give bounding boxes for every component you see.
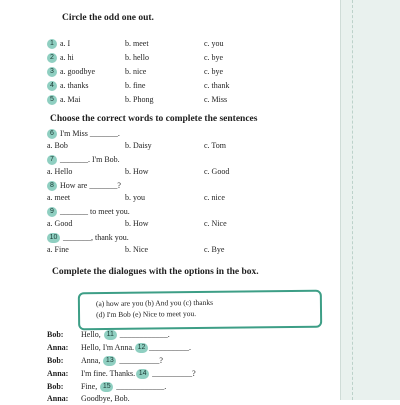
options-line: (a) how are you (b) And you (c) thanks	[95, 297, 214, 309]
speaker-name: Anna:	[47, 369, 69, 378]
odd-one-row	[47, 38, 337, 50]
option-b[interactable]: b. you	[125, 193, 145, 202]
options-line: (d) I'm Bob (e) Nice to meet you.	[95, 309, 197, 320]
option-b[interactable]: b. fine	[125, 81, 146, 90]
option-b[interactable]: b. nice	[125, 67, 147, 76]
question-number-badge: 1	[47, 39, 57, 49]
question-number-badge: 7	[47, 155, 57, 165]
option-a[interactable]: a. Bob	[47, 141, 68, 150]
speaker-name: Bob:	[47, 382, 64, 391]
choice-row	[47, 192, 337, 204]
dialogue-line: Anna: Hello, I'm Anna. 12 __________.	[47, 343, 191, 352]
choice-row	[47, 218, 337, 230]
option-c[interactable]: c. nice	[204, 193, 225, 202]
odd-one-row	[47, 66, 337, 78]
option-b[interactable]: b. Daisy	[125, 141, 152, 150]
option-a[interactable]: a. thanks	[60, 81, 89, 90]
question-number-badge: 2	[47, 53, 57, 63]
option-b[interactable]: b. How	[125, 219, 149, 228]
option-c[interactable]: c. thank	[204, 81, 230, 90]
option-b[interactable]: b. meet	[125, 39, 149, 48]
option-c[interactable]: c. Good	[204, 167, 230, 176]
question-number-badge: 10	[47, 233, 60, 243]
question-number-badge: 3	[47, 67, 57, 77]
dialogue-line: Bob: Anna, 13 __________?	[47, 356, 163, 365]
sentence-prompt: 10 _______, thank you.	[47, 232, 129, 244]
answer-blank[interactable]: ____________.	[117, 330, 170, 339]
answer-blank[interactable]: __________.	[149, 343, 191, 352]
option-b[interactable]: b. How	[125, 167, 149, 176]
section1-title: Circle the odd one out.	[62, 13, 154, 23]
option-a[interactable]: a. Good	[47, 219, 73, 228]
sentence-prompt: 6 I'm Miss _______.	[47, 128, 120, 140]
dialogue-line: Anna: I'm fine. Thanks. 14 __________?	[47, 369, 196, 378]
option-c[interactable]: c. you	[204, 39, 224, 48]
speaker-name: Bob:	[47, 330, 64, 339]
section2-title: Choose the correct words to complete the sentences	[50, 114, 258, 124]
sentence-prompt: 8 How are _______?	[47, 180, 121, 192]
question-number-badge: 13	[103, 356, 116, 366]
question-number-badge: 6	[47, 129, 57, 139]
option-a[interactable]: a. goodbye	[60, 67, 96, 76]
option-c[interactable]: c. bye	[204, 67, 224, 76]
option-c[interactable]: c. Miss	[204, 95, 228, 104]
speaker-name: Anna:	[47, 394, 69, 403]
option-c[interactable]: c. Tom	[204, 141, 226, 150]
sentence-prompt: 9 _______ to meet you.	[47, 206, 130, 218]
question-number-badge: 15	[100, 382, 113, 392]
option-a[interactable]: a. I	[60, 39, 71, 48]
option-b[interactable]: b. Phong	[125, 95, 154, 104]
question-number-badge: 12	[135, 343, 148, 353]
speaker-name: Bob:	[47, 356, 64, 365]
option-a[interactable]: a. hi	[60, 53, 74, 62]
odd-one-row	[47, 80, 337, 92]
question-number-badge: 4	[47, 81, 57, 91]
sentence-prompt: 7 _______. I'm Bob.	[47, 154, 120, 166]
question-number-badge: 11	[104, 330, 117, 340]
option-b[interactable]: b. Nice	[125, 245, 149, 254]
option-a[interactable]: a. Fine	[47, 245, 69, 254]
odd-one-row	[47, 52, 337, 64]
option-a[interactable]: a. Mai	[60, 95, 81, 104]
answer-blank[interactable]: __________?	[117, 356, 163, 365]
question-number-badge: 8	[47, 181, 57, 191]
option-a[interactable]: a. Hello	[47, 167, 73, 176]
section3-title: Complete the dialogues with the options in the box.	[52, 267, 259, 277]
option-a[interactable]: a. meet	[47, 193, 71, 202]
odd-one-row	[47, 94, 337, 106]
dialogue-line: Anna: Goodbye, Bob.	[47, 394, 130, 403]
option-b[interactable]: b. hello	[125, 53, 149, 62]
dialogue-line: Bob: Hello, 11 ____________.	[47, 330, 170, 339]
answer-blank[interactable]: __________?	[150, 369, 196, 378]
answer-blank[interactable]: ____________.	[114, 382, 167, 391]
choice-row	[47, 166, 337, 178]
dialogue-line: Bob: Fine, 15 ____________.	[47, 382, 167, 391]
margin-dashed-line	[352, 0, 353, 400]
option-c[interactable]: c. bye	[204, 53, 224, 62]
options-box	[78, 290, 322, 331]
option-c[interactable]: c. Nice	[204, 219, 227, 228]
side-margin-panel	[340, 0, 400, 400]
question-number-badge: 5	[47, 95, 57, 105]
speaker-name: Anna:	[47, 343, 69, 352]
question-number-badge: 9	[47, 207, 57, 217]
option-c[interactable]: c. Bye	[204, 245, 225, 254]
question-number-badge: 14	[136, 369, 149, 379]
choice-row	[47, 140, 337, 152]
choice-row	[47, 244, 337, 256]
